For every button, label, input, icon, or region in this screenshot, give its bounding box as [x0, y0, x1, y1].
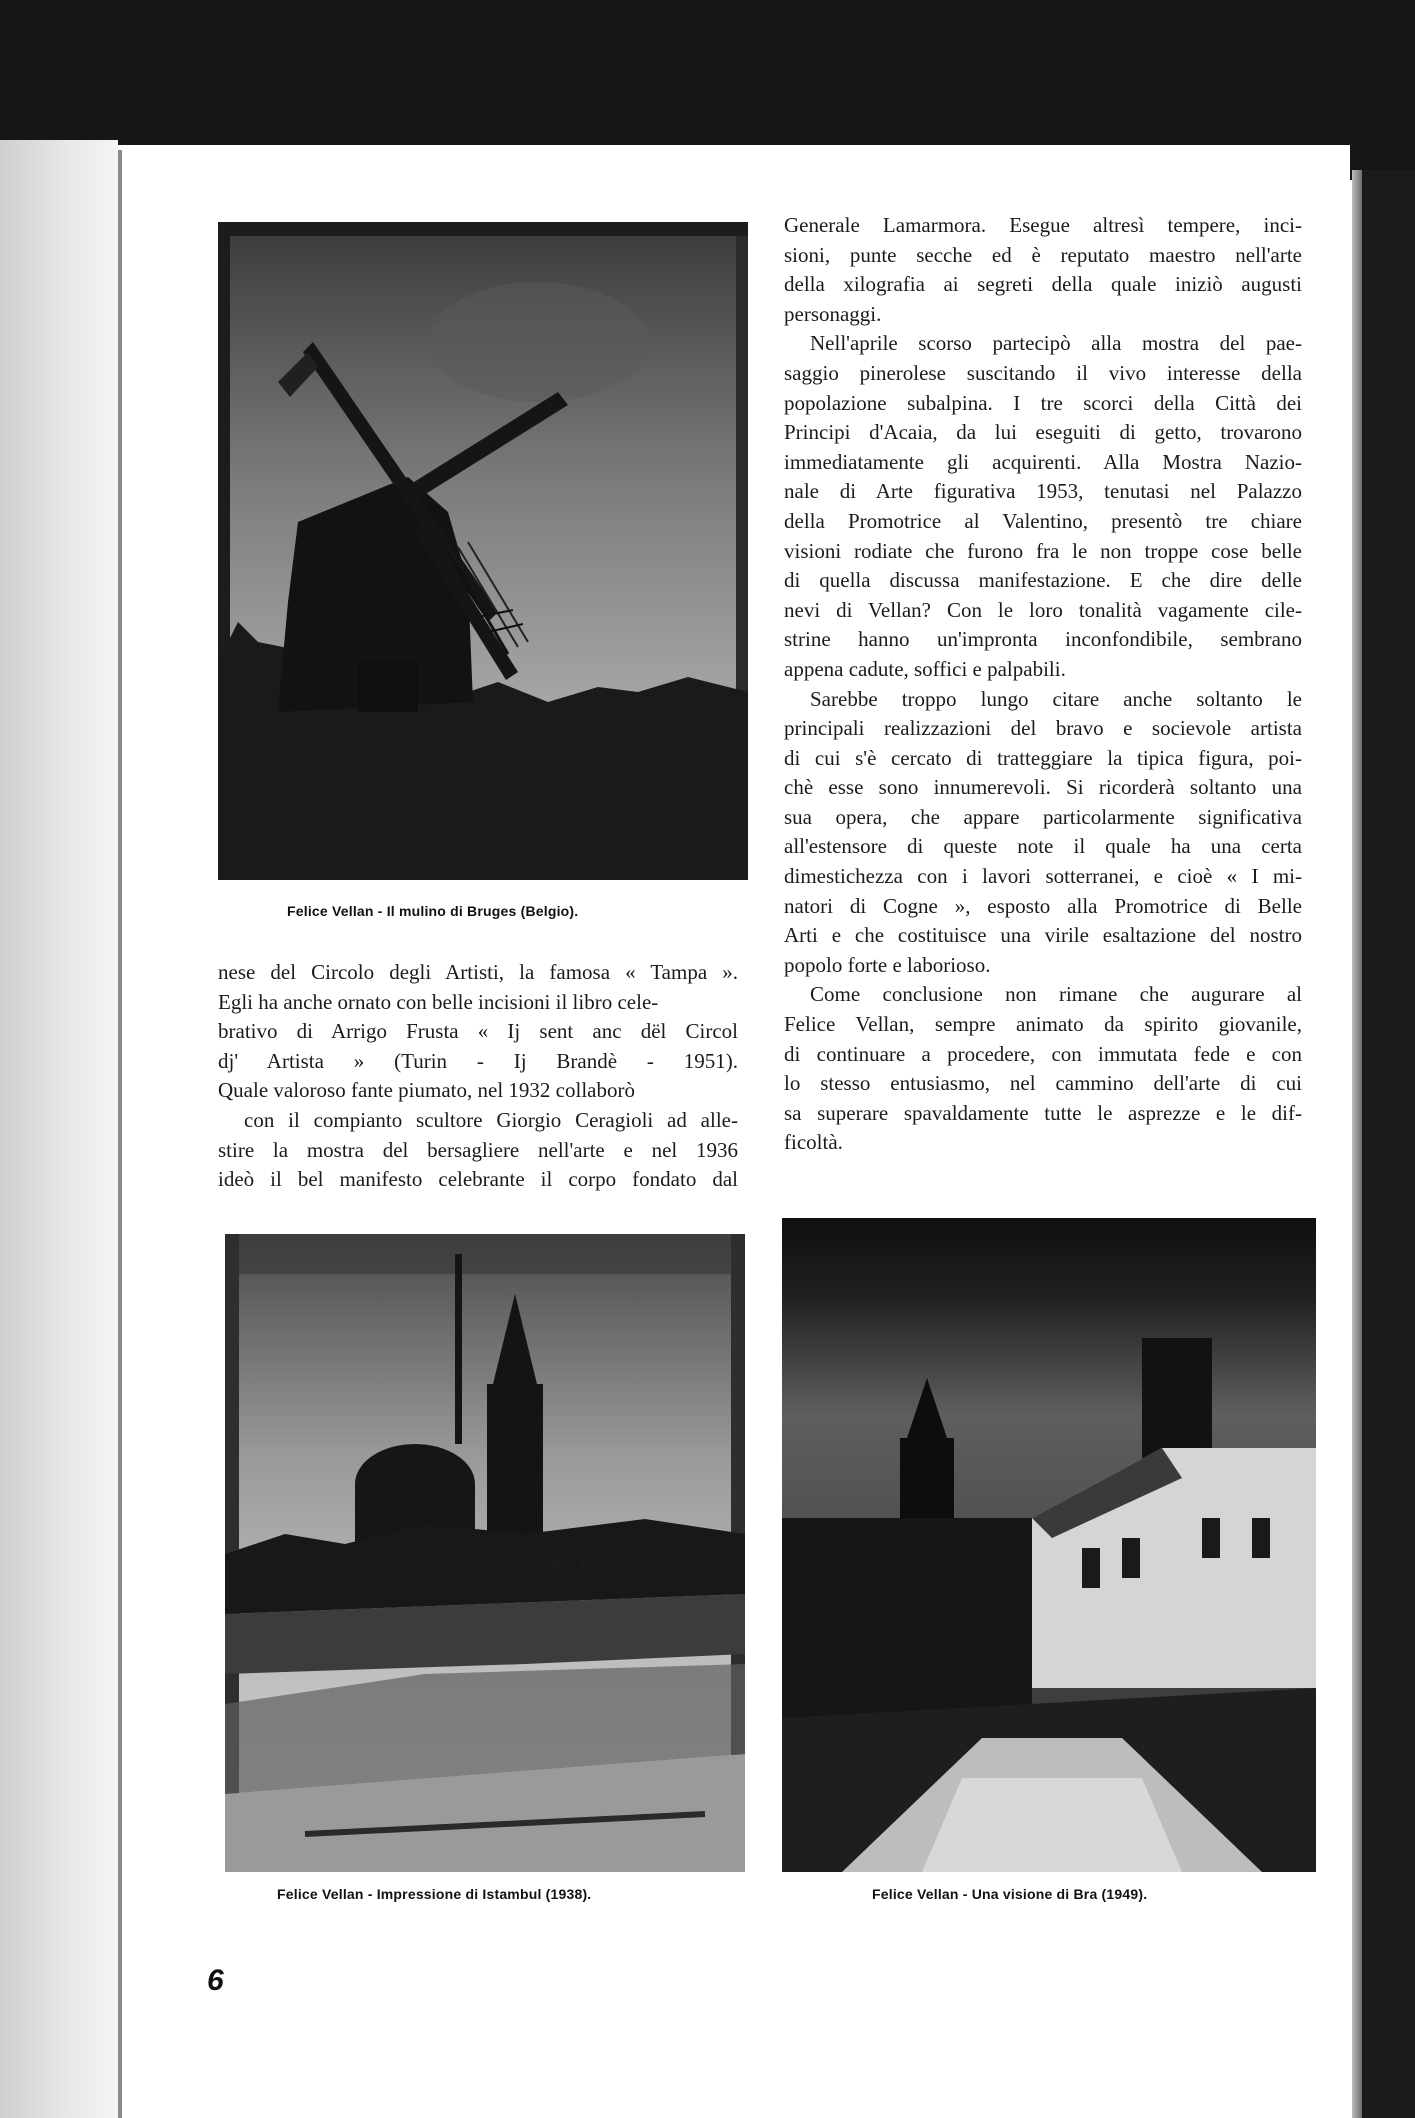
page-number: 6 — [207, 1964, 224, 1997]
istanbul-artwork-image — [225, 1234, 745, 1872]
text-line: Come conclusione non rimane che augurare al — [810, 982, 1302, 1007]
text-line: della xilografia ai segreti della quale iniziò augusti — [784, 272, 1302, 297]
bra-artwork-image — [782, 1218, 1316, 1872]
right-text-column — [784, 211, 1302, 1158]
text-line: popolazione subalpina. I tre scorci della Città dei — [784, 390, 1302, 415]
text-line: sua opera, che appare particolarmente significativa — [784, 804, 1302, 829]
text-line: con il compianto scultore Giorgio Ceragioli ad alle- — [244, 1107, 738, 1132]
text-line: ficoltà. — [784, 1130, 843, 1155]
text-line: saggio pinerolese suscitando il vivo interesse della — [784, 360, 1302, 385]
text-line: sioni, punte secche ed è reputato maestro nell'arte — [784, 242, 1302, 267]
text-line: dimestichezza con i lavori sotterranei, e cioè « I mi- — [784, 864, 1302, 889]
text-line: nevi di Vellan? Con le loro tonalità vagamente cile- — [784, 597, 1302, 622]
text-line: brativo di Arrigo Frusta « Ij sent anc dël Circol — [218, 1019, 738, 1044]
text-line: chè esse sono innumerevoli. Si ricorderà soltanto una — [784, 775, 1302, 800]
bra-caption: Felice Vellan - Una visione di Bra (1949). — [872, 1886, 1148, 1902]
text-line: Felice Vellan, sempre animato da spirito giovanile, — [784, 1012, 1302, 1037]
scan-right-edge — [1352, 170, 1362, 2118]
text-line: personaggi. — [784, 301, 882, 326]
scan-top-right-notch — [1350, 0, 1415, 180]
text-line: popolo forte e laborioso. — [784, 952, 991, 977]
text-line: appena cadute, soffici e palpabili. — [784, 656, 1066, 681]
text-line: della Promotrice al Valentino, presentò tre chiare — [784, 508, 1302, 533]
windmill-artwork-image — [218, 222, 748, 880]
left-text-column — [218, 958, 738, 1195]
text-line: Arti e che costituisce una virile esaltazione del nostro — [784, 923, 1302, 948]
scan-right-border — [1362, 170, 1415, 2118]
text-line: Nell'aprile scorso partecipò alla mostra del pae- — [810, 331, 1302, 356]
text-line: immediatamente gli acquirenti. Alla Mostra Nazio- — [784, 449, 1302, 474]
text-line: Generale Lamarmora. Esegue altresì tempere, inci- — [784, 213, 1302, 237]
text-line: nese del Circolo degli Artisti, la famosa « Tampa ». — [218, 960, 738, 984]
text-line: stire la mostra del bersagliere nell'arte e nel 1936 — [218, 1137, 738, 1162]
text-line: Principi d'Acaia, da lui eseguiti di getto, trovarono — [784, 420, 1302, 445]
text-line: nale di Arte figurativa 1953, tenutasi nel Palazzo — [784, 479, 1302, 504]
windmill-caption: Felice Vellan - Il mulino di Bruges (Belgio). — [287, 903, 579, 919]
text-line: Sarebbe troppo lungo citare anche soltanto le — [810, 686, 1302, 711]
scan-top-border — [0, 0, 1415, 145]
text-line: principali realizzazioni del bravo e socievole artista — [784, 716, 1302, 741]
text-line: di cui s'è cercato di tratteggiare la tipica figura, poi- — [784, 745, 1302, 770]
text-line: Quale valoroso fante piumato, nel 1932 collaborò — [218, 1078, 635, 1103]
scan-left-edge — [118, 150, 122, 2118]
text-line: lo stesso entusiasmo, nel cammino dell'arte di cui — [784, 1071, 1302, 1096]
istanbul-caption: Felice Vellan - Impressione di Istambul (1938). — [277, 1886, 592, 1902]
text-line: sa superare spavaldamente tutte le asprezze e le dif- — [784, 1100, 1302, 1125]
scan-left-margin — [0, 140, 118, 2118]
text-line: visioni rodiate che furono fra le non troppe cose belle — [784, 538, 1302, 563]
text-line: dj' Artista » (Turin - Ij Brandè - 1951). — [218, 1048, 738, 1073]
text-line: di continuare a procedere, con immutata fede e con — [784, 1041, 1302, 1066]
text-line: natori di Cogne », esposto alla Promotrice di Belle — [784, 893, 1302, 918]
text-line: Egli ha anche ornato con belle incisioni il libro cele- — [218, 989, 659, 1014]
text-line: all'estensore di queste note il quale ha una certa — [784, 834, 1302, 859]
text-line: ideò il bel manifesto celebrante il corpo fondato dal — [218, 1167, 738, 1192]
text-line: di quella discussa manifestazione. E che dire delle — [784, 568, 1302, 593]
text-line: strine hanno un'impronta inconfondibile, sembrano — [784, 627, 1302, 652]
